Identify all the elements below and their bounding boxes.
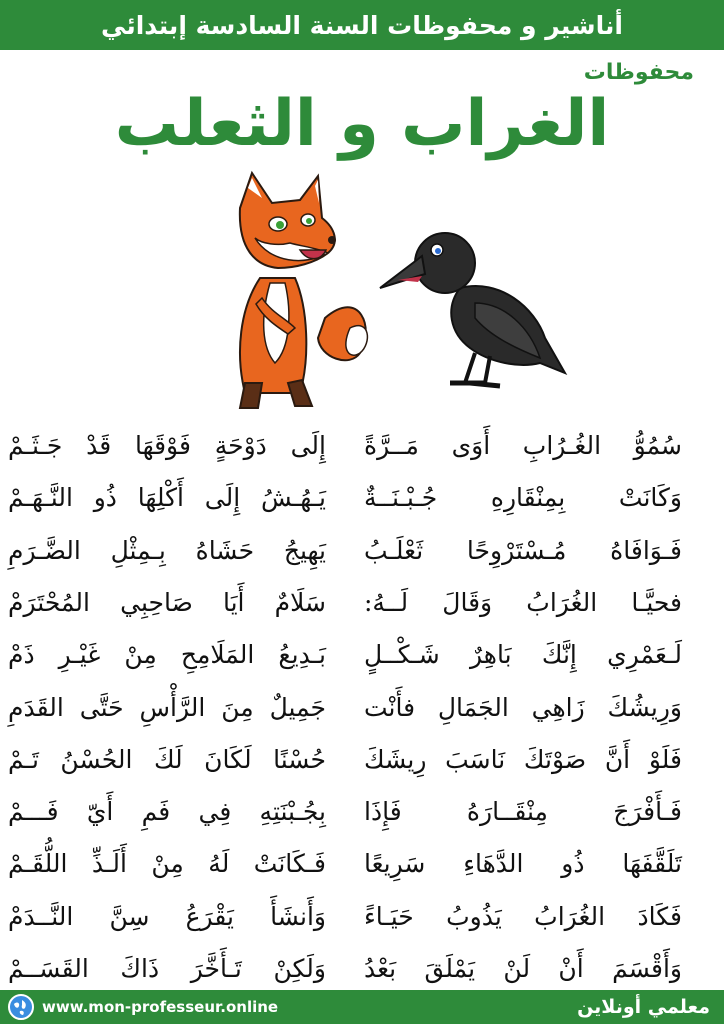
verse-row <box>0 732 724 787</box>
verse-first-hemistich: فحيَّـا الغُرَابُ وَقَالَ لَــهُ: <box>364 587 682 617</box>
verse-second-hemistich: بِجُـبْنَتِهِ فِي فَمِ أَيّ فَـــمْ <box>8 797 326 827</box>
site-url[interactable]: www.mon-professeur.online <box>42 998 279 1016</box>
verse-first-hemistich: لَـعَمْرِي إِنَّكَ بَاهِرٌ شَـكْــلٍ <box>364 640 682 670</box>
verse-row <box>0 889 724 944</box>
section-label: محفوظات <box>583 60 694 85</box>
verse-first-hemistich: تَلَقَّفَهَا ذُو الدَّهَاءِ سَرِيعًا <box>364 849 682 879</box>
verse-first-hemistich: سُمُوُّ الغُـرُابِ أَوَى مَــرَّةً <box>364 431 682 460</box>
crow-illustration <box>380 233 565 386</box>
verse-row <box>0 470 724 525</box>
fox-illustration <box>240 173 368 408</box>
footer-bar <box>0 990 724 1024</box>
verse-row <box>0 418 724 473</box>
verse-second-hemistich: يَهِيجُ حَشَاهُ بِـمِثْلِ الضَّـرَمِ <box>8 535 326 565</box>
verse-second-hemistich: فَـكَانَتْ لَهُ مِنْ أَلَـذِّ اللُّقَـمْ <box>8 849 326 879</box>
verse-row <box>0 575 724 630</box>
fox-and-crow-illustration <box>200 168 580 418</box>
verse-row <box>0 523 724 578</box>
site-link[interactable] <box>8 994 278 1020</box>
brand-name: معلمي أونلاين <box>577 996 710 1018</box>
verse-second-hemistich: إِلَى دَوْحَةٍ فَوْقَهَا قَدْ جَـثَـمْ <box>8 431 326 460</box>
verse-second-hemistich: وَأَنشَأَ يَقْرَعُ سِنَّ النَّــدَمْ <box>8 901 326 931</box>
verse-first-hemistich: وَرِيشُكَ زَاهِي الجَمَالِ فأَنْت <box>364 692 682 722</box>
verse-second-hemistich: سَلَامٌ أَيَا صَاحِبِي المُحْتَرَمْ <box>8 587 326 617</box>
verse-second-hemistich: وَلَكِنْ تَـأَخَّرَ ذَاكَ القَسَــمْ <box>8 954 326 983</box>
verse-row <box>0 836 724 891</box>
verse-row <box>0 627 724 682</box>
verse-second-hemistich: يَـهُـشُ إِلَى أَكْلِهَا ذُو النَّـهَـمْ <box>8 483 326 513</box>
page-title: الغراب و الثعلب <box>114 87 610 161</box>
verse-second-hemistich: حُسْنًا لَكَانَ لَكَ الحُسْنُ تَـمْ <box>8 744 326 774</box>
verse-first-hemistich: فَـوَافَاهُ مُـسْتَرْوِحًا ثَعْلَـبُ <box>364 535 682 565</box>
verse-first-hemistich: فَلَوْ أَنَّ صَوْتَكَ نَاسَبَ رِيشَكَ <box>364 744 682 774</box>
verse-first-hemistich: فَكَادَ الغُرَابُ يَذُوبُ حَيَـاءً <box>364 901 682 931</box>
verse-first-hemistich: فَـأَفْرَجَ مِنْقَــارَهُ فَإِذَا <box>364 797 682 827</box>
globe-icon <box>8 994 34 1020</box>
verse-row <box>0 784 724 839</box>
verse-first-hemistich: وَأَقْسَمَ أَنْ لَنْ يَمْلَقَ بَعْدُ <box>364 954 682 983</box>
verse-first-hemistich: وَكَانَتْ بِمِنْقَارِهِ جُـبْـنَــةٌ <box>364 483 682 513</box>
verse-row <box>0 941 724 996</box>
verse-second-hemistich: بَـدِيعُ المَلَامِحِ مِنْ غَيْـرِ ذَمْ <box>8 640 326 670</box>
header-title: أناشير و محفوظات السنة السادسة إبتدائي <box>101 10 623 40</box>
verse-second-hemistich: جَمِيلٌ مِنَ الرَّأْسِ حَتَّى القَدَمِ <box>8 692 326 722</box>
verse-row <box>0 680 724 735</box>
header-bar <box>0 0 724 50</box>
